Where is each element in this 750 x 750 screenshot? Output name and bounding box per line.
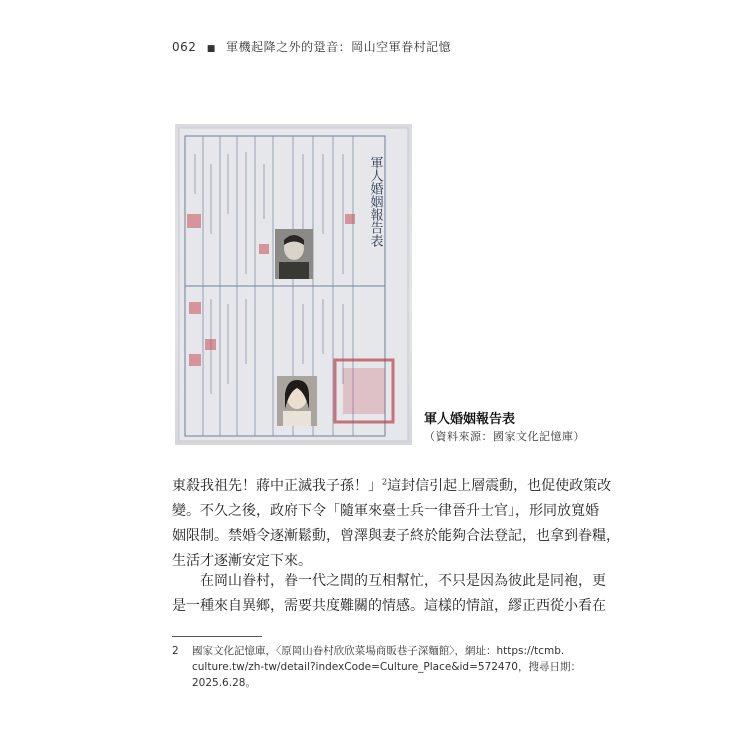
page-number: 062 [172,40,197,54]
book-title: 軍機起降之外的跫音：岡山空軍眷村記憶 [226,40,452,54]
header-separator: ■ [206,44,216,54]
footnote-divider [172,636,262,637]
marriage-report-form-photo [175,124,412,445]
body-paragraph-1 [172,474,620,574]
body-paragraph-2 [172,569,606,619]
footnote-number: 2 [172,645,179,657]
footnote-line: culture.tw/zh-tw/detail?indexCode=Culture_Place&id=572470，搜尋日期： [192,661,581,673]
footnote-reference[interactable]: 2 [382,477,388,487]
form-heading: 軍人婚姻報告表 [367,156,383,247]
footnote [172,643,592,691]
running-header [172,38,451,55]
body-line: 姻限制。禁婚令逐漸鬆動，曾澤與妻子終於能夠合法登記，也拿到眷糧， [172,528,620,544]
body-line: 是一種來自異鄉，需要共度難關的情感。這樣的情誼，繆正西從小看在 [172,598,606,614]
body-line: 在岡山眷村，眷一代之間的互相幫忙，不只是因為彼此是同袍，更 [172,573,606,589]
footnote-line: 2025.6.28。 [192,677,256,689]
body-line: 生活才逐漸安定下來。 [172,553,312,569]
figure-caption-title: 軍人婚姻報告表 [424,412,516,427]
body-line: 東殺我祖先！蔣中正滅我子孫！」$^2$這封信引起上層震動，也促使政策改 [172,477,612,494]
footnote-line: 國家文化記憶庫，〈原岡山眷村欣欣菜場商販巷子深麵館〉，網址：https://tcmb. [192,645,565,657]
form-illustration [175,124,412,445]
figure-caption-source: （資料來源：國家文化記憶庫） [424,430,585,443]
body-line: 變。不久之後，政府下令「隨軍來臺士兵一律晉升士官」，形同放寬婚 [172,503,599,519]
